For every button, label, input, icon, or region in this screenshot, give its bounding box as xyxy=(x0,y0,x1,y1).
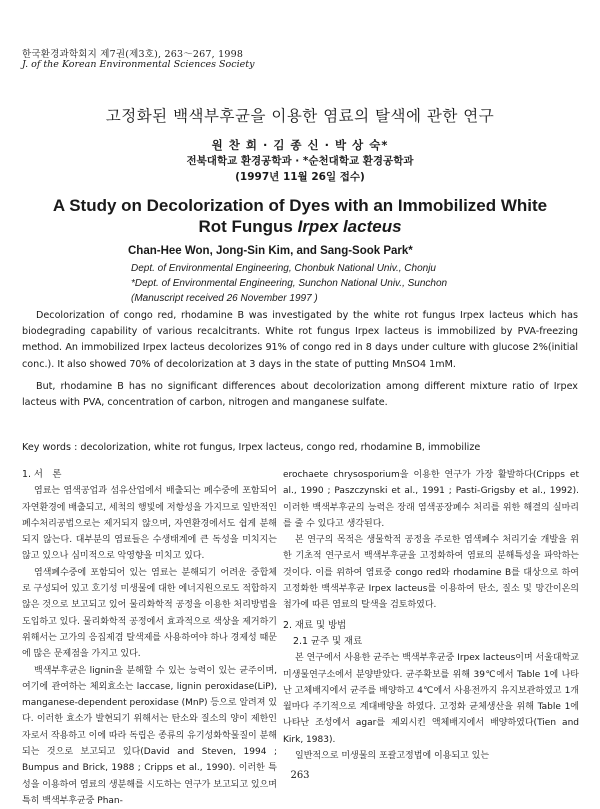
body-column-left xyxy=(22,467,277,809)
body-paragraph: 염색폐수중에 포함되어 있는 염료는 분해되기 어려운 중합체로 구성되어 있고 호기성 미생물에 대한 에너지원으로도 적합하지 않은 것으로 보고되고 있어 물리화학적 공정을 이용한 처리방법을 도입하고 있다. 물리화학적 공정에서 효과적으로 색상을 제거하기 위해서는 고가의 응집제겸 탈색제를 사용하여야 하나 경제성 때문에 많은 문제점을 가지고 있다. xyxy=(22,567,277,660)
section-heading-introduction: 1. 서 론 xyxy=(22,469,62,480)
korean-authors: 원 찬 희 · 김 종 신 · 박 상 숙* xyxy=(211,138,389,152)
body-paragraph: 백색부후균은 lignin을 분해할 수 있는 능력이 있는 균주이며, 여기에 관여하는 체외효소는 laccase, lignin peroxidase(LiP), manganese-dependent peroxidase (MnP) 등으로 알려져 있다. 이러한 효소가 발현되기 위해서는 탄소와 질소의 양이 제한인자로서 작용하고 이에 따라 독립은 종류의 유기성화학물질이 분해되는 것으로 보고되고 있다(David and Steven, 1994 ; Bumpus and Brick, 1988 ; Cripps et al., 1990). 이러한 특성을 이용하여 염료의 생분해를 시도하는 연구가 보고되고 있으며 특히 백색부후균중 Phan- xyxy=(22,665,277,806)
english-title-species: Irpex lacteus xyxy=(297,217,402,236)
abstract-paragraph-1: Decolorization of congo red, rhodamine B was investigated by the white rot fungus Irpex lacteus which has biodegrading capability of various recalcitrants. White rot fungus Irpex lacteus is immobilized by PVA-freezing method. An immobilized Irpex lacteus decolorizes 91% of congo red in 8 days under culture with glucose 2%(initial conc.). It also showed 70% of decolorization at 3 days in the state of putting MnSO4 1mM. xyxy=(22,310,578,370)
korean-title: 고정화된 백색부후균을 이용한 염료의 탈색에 관한 연구 xyxy=(105,107,495,125)
english-affiliation-1: Dept. of Environmental Engineering, Chonbuk National Univ., Chonju xyxy=(131,263,436,274)
journal-header: 한국환경과학회지 제7권(제3호), 263～267, 1998 xyxy=(22,49,244,60)
keywords: Key words : decolorization, white rot fungus, Irpex lacteus, congo red, rhodamine B, immobilize xyxy=(22,442,481,453)
english-received-date: (Manuscript received 26 November 1997 ) xyxy=(131,293,318,304)
abstract xyxy=(22,308,578,411)
body-paragraph: 본 연구의 목적은 생물학적 공정을 주로한 염색폐수 처리기술 개발을 위한 기초적 연구로서 백색부후균을 고정화하여 염료의 분해특성을 파악하는 것이다. 이를 위하여 염료중 congo red와 rhodamine B를 대상으로 하여 고정화한 백색부후균 Irpex lacteus를 이용하여 탄소, 질소 및 망간이온의 첨가에 따른 염료의 탈색을 검토하였다. xyxy=(283,535,579,611)
korean-received-date: (1997년 11월 26일 접수) xyxy=(235,171,365,183)
body-paragraph: 일반적으로 미생물의 포괄고정법에 이용되고 있는 xyxy=(295,751,490,762)
korean-affiliation: 전북대학교 환경공학과 · *순천대학교 환경공학과 xyxy=(186,155,414,167)
english-title-line1: A Study on Decolorization of Dyes with an Immobilized White xyxy=(52,196,548,215)
body-column-right xyxy=(283,467,579,764)
english-authors: Chan-Hee Won, Jong-Sin Kim, and Sang-Sook Park* xyxy=(128,245,413,257)
english-title-line2 xyxy=(0,216,600,237)
body-paragraph: 염료는 염색공업과 섬유산업에서 배출되는 폐수중에 포함되어 자연환경에 배출되고, 세척의 행빛에 저항성을 가지므로 일반적인 폐수처리공법으로는 제거되지 않으며, 자연환경에서도 쉽게 분해되지 않는다. 대부분의 염료들은 수생태계에 큰 독성을 미치지는 않고 있으나 심미적으로 악영향을 미치고 있다. xyxy=(22,486,277,562)
section-heading-methods: 2. 재료 및 방법 xyxy=(283,619,347,631)
body-paragraph: 본 연구에서 사용한 균주는 백색부후균중 Irpex lacteus이며 서울대학교 미생물연구소에서 분양받았다. 균주확보를 위해 39℃에서 Table 1에 나타난 고체배지에서 균주를 배양하고 4℃에서 사용전까지 유지보관하였고 1개월마다 주기적으로 계대배양을 하였다. 고정화 균체생산을 위해 Table 1에 나타난 조성에서 agar를 제외시킨 액체배지에서 배양하였다(Tien and Kirk, 1983). xyxy=(283,653,579,745)
english-title-prefix: Rot Fungus xyxy=(198,217,298,236)
abstract-paragraph-2: But, rhodamine B has no significant differences about decolorization among different mixture ratio of Irpex lacteus with PVA, concentration of carbon, nitrogen and manganese sulfate. xyxy=(22,380,578,409)
body-paragraph: erochaete chrysosporium을 이용한 연구가 가장 활발하다(Cripps et al., 1990 ; Paszczynski et al., 1991 ; Pasti-Grigsby et al., 1992). 이러한 백색부후균의 능력은 장래 염색공장폐수 처리를 위한 해결의 실마리를 줄 수 있다고 생각된다. xyxy=(283,470,579,529)
english-affiliation-2: *Dept. of Environmental Engineering, Sunchon National Univ., Sunchon xyxy=(131,278,448,289)
subsection-heading-strain: 2.1 균주 및 재료 xyxy=(293,635,363,647)
english-title xyxy=(0,195,600,237)
journal-header-english: J. of the Korean Environmental Sciences Society xyxy=(22,59,255,70)
page-number: 263 xyxy=(290,770,310,781)
